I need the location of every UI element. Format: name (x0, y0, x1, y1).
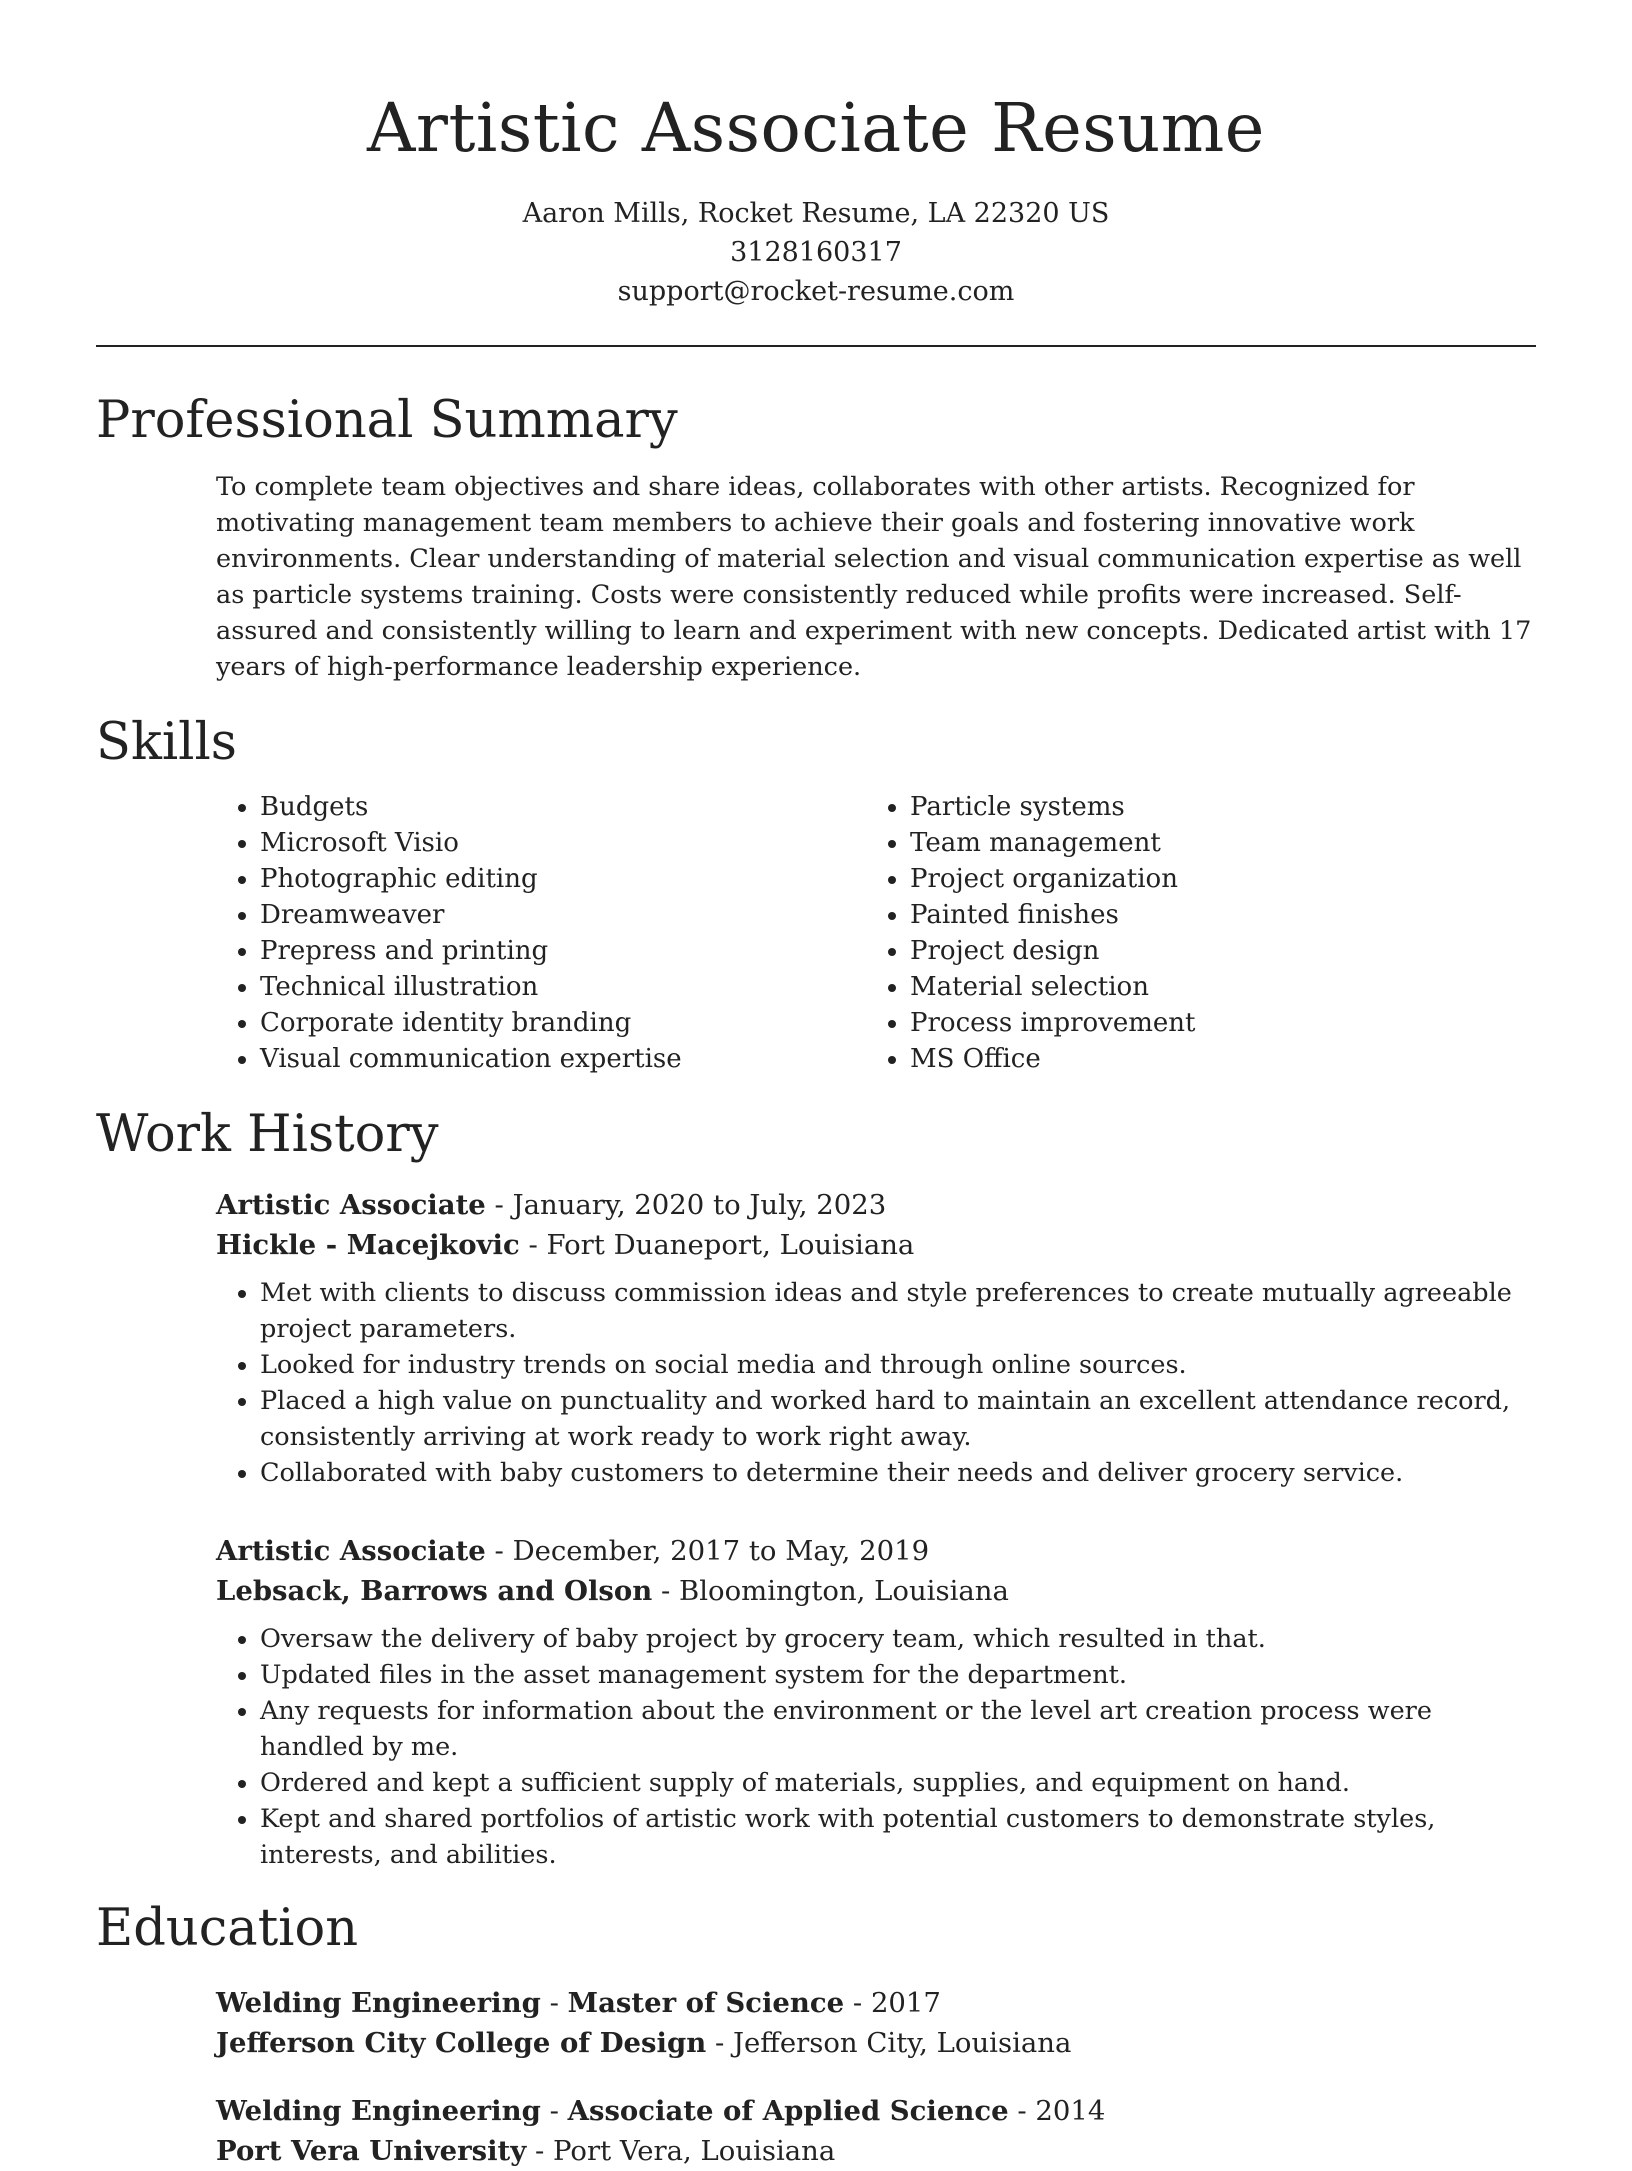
contact-address: Aaron Mills, Rocket Resume, LA 22320 US (522, 198, 1110, 229)
school-line: Port Vera University - Port Vera, Louisiana (216, 2135, 836, 2167)
professional-summary-section (96, 389, 1536, 685)
school-name: Port Vera University (216, 2135, 527, 2167)
job-bullets (216, 1275, 1536, 1491)
job-bullet: • Any requests for information about the environment or the level art creation process were handled by me. (260, 1693, 1536, 1765)
school-location: Port Vera, Louisiana (553, 2135, 836, 2167)
resume-header (96, 0, 1536, 347)
job-bullet: • Oversaw the delivery of baby project by grocery team, which resulted in that. (260, 1621, 1536, 1657)
field-of-study: Welding Engineering (216, 2095, 541, 2127)
job-dates: January, 2020 to July, 2023 (512, 1189, 887, 1221)
header-divider (96, 345, 1536, 347)
education-section (96, 1897, 1536, 2171)
job-bullet: • Ordered and kept a sufficient supply of materials, supplies, and equipment on hand. (260, 1765, 1536, 1801)
job-entry (216, 1185, 1536, 1491)
document-title: Artistic Associate Resume (367, 89, 1265, 167)
skill-item: • Particle systems (910, 789, 1516, 825)
skill-item: • Painted finishes (910, 897, 1516, 933)
skill-item: • Budgets (260, 789, 866, 825)
job-bullet: • Placed a high value on punctuality and worked hard to maintain an excellent attendance record, consistently arriving at work ready to work right away. (260, 1383, 1536, 1455)
section-heading: Education (96, 1899, 359, 1958)
section-heading: Work History (96, 1105, 439, 1164)
skill-item: • Project organization (910, 861, 1516, 897)
skills-section (96, 711, 1536, 1077)
skill-item: • Dreamweaver (260, 897, 866, 933)
school-line: Jefferson City College of Design - Jefferson City, Louisiana (216, 2027, 1072, 2059)
section-heading: Skills (96, 713, 237, 772)
school-location: Jefferson City, Louisiana (733, 2027, 1072, 2059)
job-title-line: Artistic Associate - January, 2020 to July, 2023 (216, 1189, 887, 1221)
education-entry (216, 2091, 1536, 2171)
skill-item: • Material selection (910, 969, 1516, 1005)
skill-item: • MS Office (910, 1041, 1516, 1077)
contact-phone: 3128160317 (730, 237, 902, 268)
job-dates: December, 2017 to May, 2019 (512, 1535, 930, 1567)
job-company: Lebsack, Barrows and Olson (216, 1575, 653, 1607)
job-bullet: • Collaborated with baby customers to determine their needs and deliver grocery service. (260, 1455, 1536, 1491)
job-company-line: Hickle - Macejkovic - Fort Duaneport, Louisiana (216, 1229, 915, 1261)
contact-block (96, 194, 1536, 311)
job-location: Fort Duaneport, Louisiana (546, 1229, 915, 1261)
section-heading: Professional Summary (96, 391, 678, 450)
degree-line: Welding Engineering - Master of Science - 2017 (216, 1987, 941, 2019)
skill-item: • Corporate identity branding (260, 1005, 866, 1041)
job-title: Artistic Associate (216, 1535, 486, 1567)
skill-item: • Microsoft Visio (260, 825, 866, 861)
job-title: Artistic Associate (216, 1189, 486, 1221)
field-of-study: Welding Engineering (216, 1987, 541, 2019)
job-company: Hickle - Macejkovic (216, 1229, 520, 1261)
summary-text: To complete team objectives and share ideas, collaborates with other artists. Recognized for motivating management team members to achieve their goals and fostering innovative work environments. Clear understanding of material selection and visual communication expertise as well as particle systems training. Costs were consistently reduced while profits were increased. Self-assured and consistently willing to learn and experiment with new concepts. Dedicated artist with 17 years of high-performance leadership experience. (216, 472, 1532, 682)
degree: Associate of Applied Science (567, 2095, 1009, 2127)
graduation-year: 2017 (870, 1987, 941, 2019)
job-entry (216, 1531, 1536, 1873)
degree: Master of Science (567, 1987, 845, 2019)
education-entry (216, 1983, 1536, 2063)
degree-line: Welding Engineering - Associate of Applied Science - 2014 (216, 2095, 1106, 2127)
skills-column-right (866, 789, 1516, 1077)
skill-item: • Technical illustration (260, 969, 866, 1005)
graduation-year: 2014 (1035, 2095, 1106, 2127)
job-bullet: • Looked for industry trends on social media and through online sources. (260, 1347, 1536, 1383)
job-bullet: • Updated files in the asset management system for the department. (260, 1657, 1536, 1693)
job-bullet: • Kept and shared portfolios of artistic work with potential customers to demonstrate styles, interests, and abilities. (260, 1801, 1536, 1873)
job-title-line: Artistic Associate - December, 2017 to May, 2019 (216, 1535, 930, 1567)
skill-item: • Photographic editing (260, 861, 866, 897)
job-company-line: Lebsack, Barrows and Olson - Bloomington, Louisiana (216, 1575, 1009, 1607)
skill-item: • Visual communication expertise (260, 1041, 866, 1077)
job-bullet: • Met with clients to discuss commission ideas and style preferences to create mutually agreeable project parameters. (260, 1275, 1536, 1347)
skill-item: • Process improvement (910, 1005, 1516, 1041)
work-history-section (96, 1103, 1536, 1873)
skill-item: • Team management (910, 825, 1516, 861)
skills-grid (216, 789, 1536, 1077)
job-location: Bloomington, Louisiana (679, 1575, 1009, 1607)
job-bullets (216, 1621, 1536, 1873)
skill-item: • Prepress and printing (260, 933, 866, 969)
contact-email: support@rocket-resume.com (617, 276, 1015, 307)
skills-column-left (216, 789, 866, 1077)
skill-item: • Project design (910, 933, 1516, 969)
school-name: Jefferson City College of Design (216, 2027, 707, 2059)
